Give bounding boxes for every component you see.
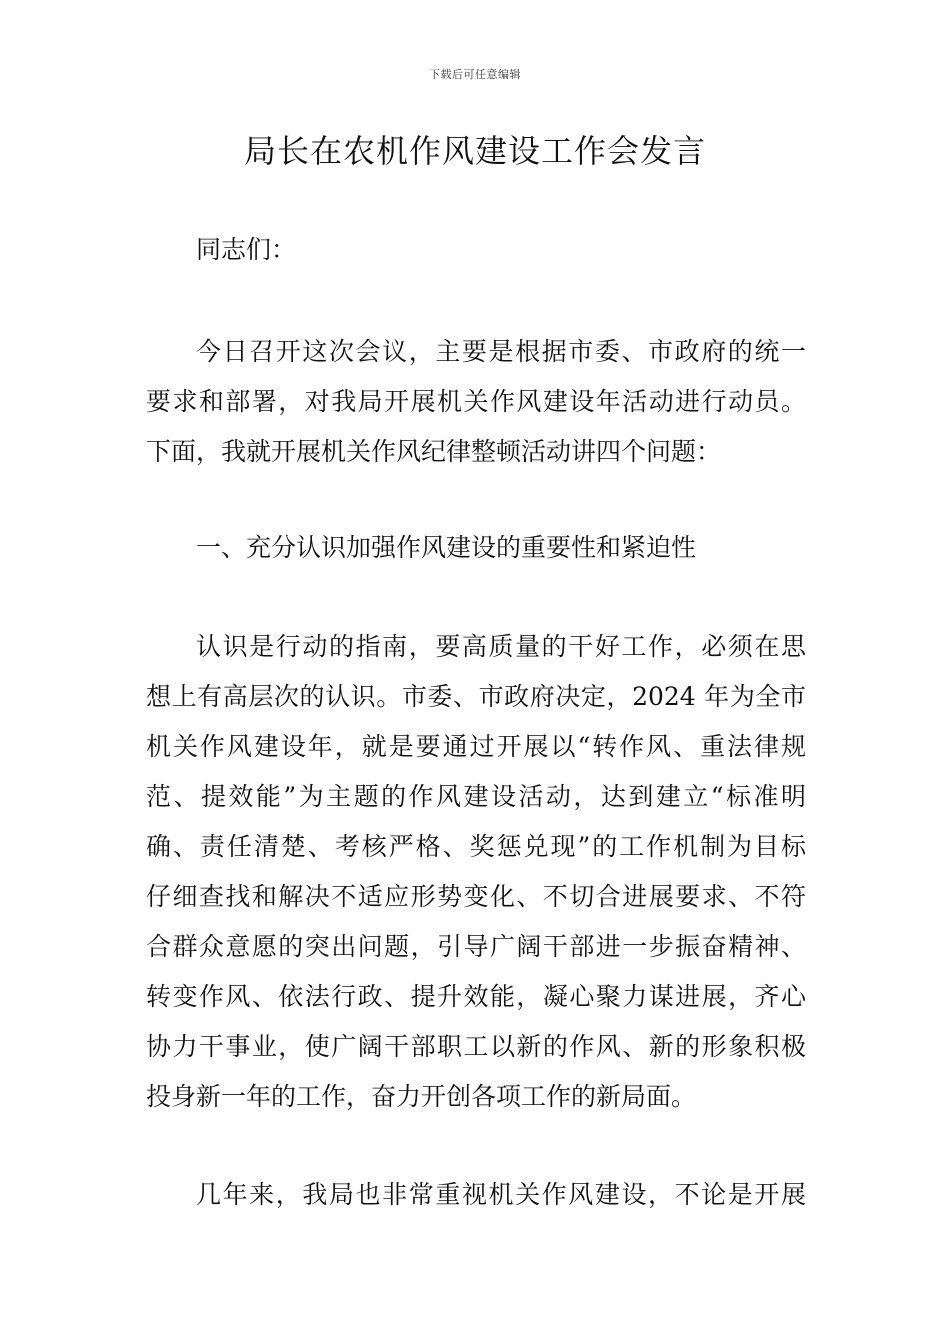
header-note: 下载后可任意编辑	[429, 68, 521, 81]
paragraph-2-line-3: 机关作风建设年，就是要通过开展以“转作风、重法律规	[146, 732, 806, 761]
paragraph-1-line-1: 今日召开这次会议，主要是根据市委、市政府的统一	[196, 337, 806, 366]
paragraph-2-line-9: 协力干事业，使广阔干部职工以新的作风、新的形象积极	[146, 1032, 806, 1061]
paragraph-2-line-5: 确、责任清楚、考核严格、奖惩兑现”的工作机制为目标	[146, 832, 806, 861]
section-heading-1: 一、充分认识加强作风建设的重要性和紧迫性	[196, 533, 697, 562]
document-title: 局长在农机作风建设工作会发言	[243, 132, 706, 170]
paragraph-3-line-1: 几年来，我局也非常重视机关作风建设，不论是开展	[196, 1180, 806, 1209]
paragraph-2-line-2: 想上有高层次的认识。市委、市政府决定，2024 年为全市	[146, 682, 806, 711]
paragraph-2-line-7: 合群众意愿的突出问题，引导广阔干部进一步振奋精神、	[146, 932, 806, 961]
salutation: 同志们：	[196, 235, 297, 264]
paragraph-2-line-4: 范、提效能”为主题的作风建设活动，达到建立“标准明	[146, 782, 806, 811]
paragraph-1-line-3: 下面，我就开展机关作风纪律整顿活动讲四个问题：	[146, 437, 722, 466]
paragraph-2-line-1: 认识是行动的指南，要高质量的干好工作，必须在思	[196, 632, 806, 661]
paragraph-2-line-10: 投身新一年的工作，奋力开创各项工作的新局面。	[146, 1082, 697, 1111]
paragraph-2-line-6: 仔细查找和解决不适应形势变化、不切合进展要求、不符	[146, 882, 806, 911]
paragraph-2-line-8: 转变作风、依法行政、提升效能，凝心聚力谋进展，齐心	[146, 982, 806, 1011]
paragraph-1-line-2: 要求和部署，对我局开展机关作风建设年活动进行动员。	[146, 387, 806, 416]
